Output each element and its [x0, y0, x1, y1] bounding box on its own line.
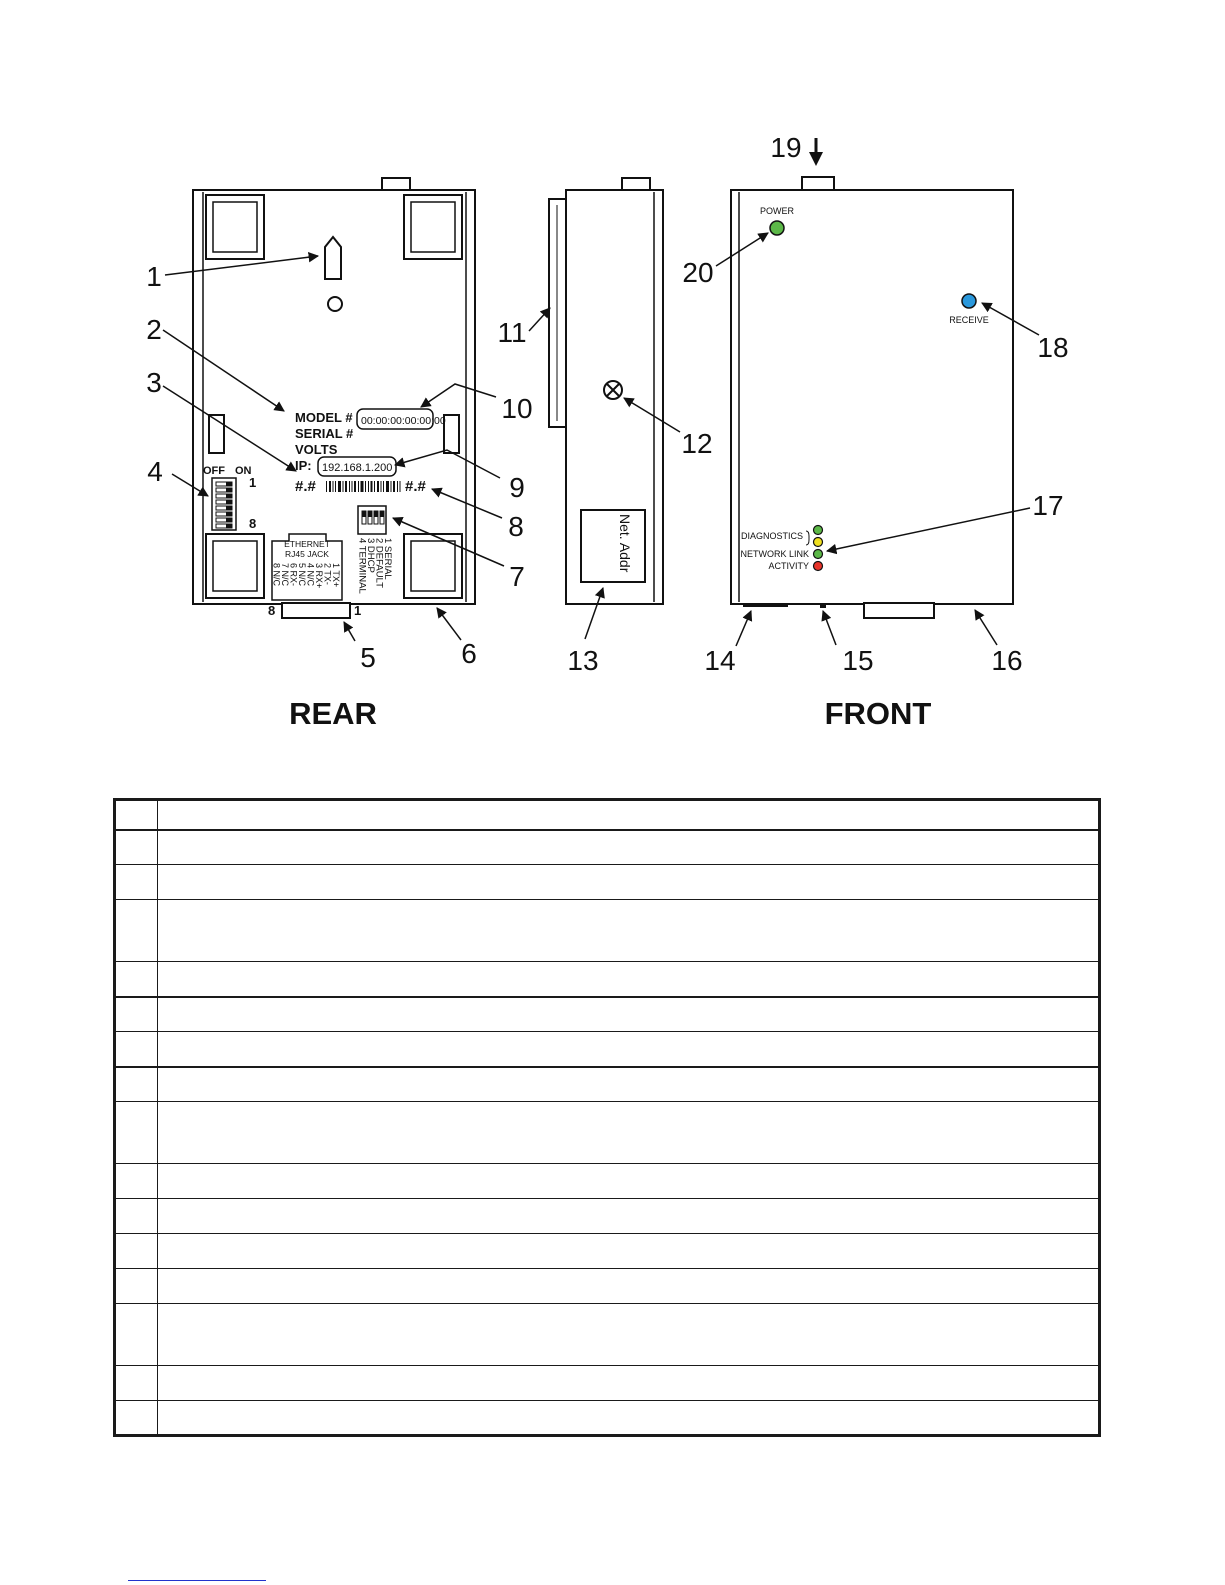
callout-20: 20 [682, 257, 714, 288]
table-cell-description [158, 1269, 1100, 1304]
rear-foot-bottom-left [206, 534, 264, 598]
callout-9: 9 [509, 472, 525, 503]
callout-8: 8 [508, 511, 524, 542]
callout-12: 12 [681, 428, 713, 459]
callout-5: 5 [360, 642, 376, 673]
dip8-last-label: 8 [249, 516, 257, 531]
front-view [731, 177, 1013, 618]
front-view-title: FRONT [824, 696, 932, 731]
dip4-option-label: 4 TERMINAL [356, 538, 368, 594]
parts-table [113, 798, 1101, 1437]
table-cell-description [158, 1304, 1100, 1366]
dip4-option-label: 3 DHCP [365, 538, 376, 573]
callout-1: 1 [146, 261, 162, 292]
dip8-off-label: OFF [203, 465, 225, 477]
table-row [115, 1067, 1100, 1102]
rear-view-title: REAR [289, 696, 377, 731]
table-row [115, 1366, 1100, 1401]
table-row [115, 1199, 1100, 1234]
front-bottom-connector-left [743, 603, 788, 607]
receive-led [962, 294, 976, 308]
mac-address-value: 00:00:00:00:00:00 [361, 415, 446, 427]
table-row [115, 865, 1100, 900]
table-cell-number [115, 1164, 158, 1199]
dip8-first-label: 1 [249, 475, 257, 490]
table-cell-description [158, 1401, 1100, 1436]
callout-10: 10 [501, 393, 533, 424]
callout-17: 17 [1032, 490, 1064, 521]
table-row [115, 1164, 1100, 1199]
table-row [115, 1234, 1100, 1269]
front-top-connector [802, 177, 834, 191]
dip4-option-label: 1 SERIAL [382, 538, 393, 580]
table-cell-description [158, 1366, 1100, 1401]
network-link-label: NETWORK LINK [740, 549, 809, 559]
table-row [115, 900, 1100, 962]
rj45-end-left: 8 [268, 603, 276, 618]
table-cell-number [115, 1102, 158, 1164]
rj45-pin-label: 1 TX+ [331, 563, 341, 588]
rj45-pin-label: 4 N/C [305, 563, 316, 587]
ip-address-value: 192.168.1.200 [322, 462, 393, 474]
mounting-keyhole [325, 237, 341, 279]
table-cell-number [115, 830, 158, 865]
device-diagram [0, 0, 1225, 790]
label-model: MODEL # [295, 410, 353, 425]
table-cell-description [158, 800, 1100, 830]
table-cell-number [115, 1366, 158, 1401]
table-cell-description [158, 1164, 1100, 1199]
callout-4: 4 [147, 456, 163, 487]
power-label: POWER [759, 206, 795, 216]
diagnostics-label: DIAGNOSTICS [740, 531, 803, 541]
table-row [115, 830, 1100, 865]
callout-18: 18 [1037, 332, 1069, 363]
rj45-pin-label: 2 TX- [322, 563, 333, 585]
mounting-hole [328, 297, 342, 311]
activity-label: ACTIVITY [768, 561, 809, 571]
rj45-port-opening [282, 603, 350, 618]
label-serial: SERIAL # [295, 426, 354, 441]
rj45-end-right: 1 [354, 603, 362, 618]
table-cell-description [158, 1102, 1100, 1164]
table-cell-number [115, 1032, 158, 1067]
dip4-option-label: 2 DEFAULT [373, 538, 385, 588]
rj45-pin-label: 6 RX- [288, 563, 299, 587]
table-cell-number [115, 1234, 158, 1269]
table-cell-description [158, 900, 1100, 962]
net-addr-label-box [581, 510, 645, 582]
callout-3: 3 [146, 367, 162, 398]
rj45-title-line1: ETHERNET [284, 539, 330, 549]
label-ip: IP: [295, 458, 312, 473]
callout-16: 16 [991, 645, 1023, 676]
table-cell-number [115, 865, 158, 900]
table-cell-number [115, 1199, 158, 1234]
callout-15: 15 [842, 645, 874, 676]
table-row [115, 997, 1100, 1032]
callout-14: 14 [704, 645, 736, 676]
callout-11: 11 [497, 317, 527, 348]
table-row [115, 800, 1100, 830]
revision-left: #.# [295, 478, 316, 495]
table-row [115, 1269, 1100, 1304]
table-cell-number [115, 1067, 158, 1102]
receive-label: RECEIVE [949, 315, 989, 325]
callout-2: 2 [146, 314, 162, 345]
table-cell-description [158, 1199, 1100, 1234]
side-view [549, 178, 663, 604]
table-cell-description [158, 1032, 1100, 1067]
label-volts: VOLTS [295, 442, 338, 457]
table-cell-number [115, 1401, 158, 1436]
table-cell-description [158, 830, 1100, 865]
rj45-pin-label: 3 RX+ [314, 563, 324, 589]
activity-led [814, 562, 823, 571]
table-cell-number [115, 800, 158, 830]
power-led [770, 221, 784, 235]
net-addr-label: Net. Addr [617, 514, 633, 573]
network-link-led [814, 550, 823, 559]
table-cell-number [115, 962, 158, 997]
table-cell-number [115, 900, 158, 962]
table-row [115, 962, 1100, 997]
table-cell-description [158, 1067, 1100, 1102]
side-mounting-bracket [549, 199, 567, 427]
table-cell-description [158, 962, 1100, 997]
table-cell-number [115, 997, 158, 1032]
callout-19: 19 [770, 132, 802, 163]
table-cell-description [158, 1234, 1100, 1269]
rear-view [193, 178, 475, 618]
dip8-on-label: ON [235, 465, 252, 477]
diagnostics-led-2 [814, 538, 823, 547]
rj45-pin-label: 8 N/C [271, 563, 282, 587]
table-cell-number [115, 1269, 158, 1304]
rj45-pin-label: 5 N/C [297, 563, 307, 587]
callout-6: 6 [461, 638, 477, 669]
rj45-title-line2: RJ45 JACK [285, 549, 329, 559]
table-row [115, 1032, 1100, 1067]
footer-link-underline[interactable] [128, 1580, 266, 1581]
table-cell-description [158, 865, 1100, 900]
front-bottom-connector-right [864, 603, 934, 618]
set-screw [604, 381, 622, 399]
rear-slot-right [444, 415, 459, 453]
table-row [115, 1304, 1100, 1366]
rear-foot-top-left [206, 195, 264, 259]
table-cell-description [158, 997, 1100, 1032]
front-bottom-switch [820, 603, 826, 608]
table-row [115, 1401, 1100, 1436]
rear-foot-top-right [404, 195, 462, 259]
arrow-19 [809, 138, 823, 166]
table-row [115, 1102, 1100, 1164]
callout-13: 13 [567, 645, 599, 676]
table-cell-number [115, 1304, 158, 1366]
rj45-pin-label: 7 N/C [280, 563, 290, 587]
callout-7: 7 [509, 561, 525, 592]
diagnostics-led-1 [814, 526, 823, 535]
revision-right: #.# [405, 478, 426, 495]
